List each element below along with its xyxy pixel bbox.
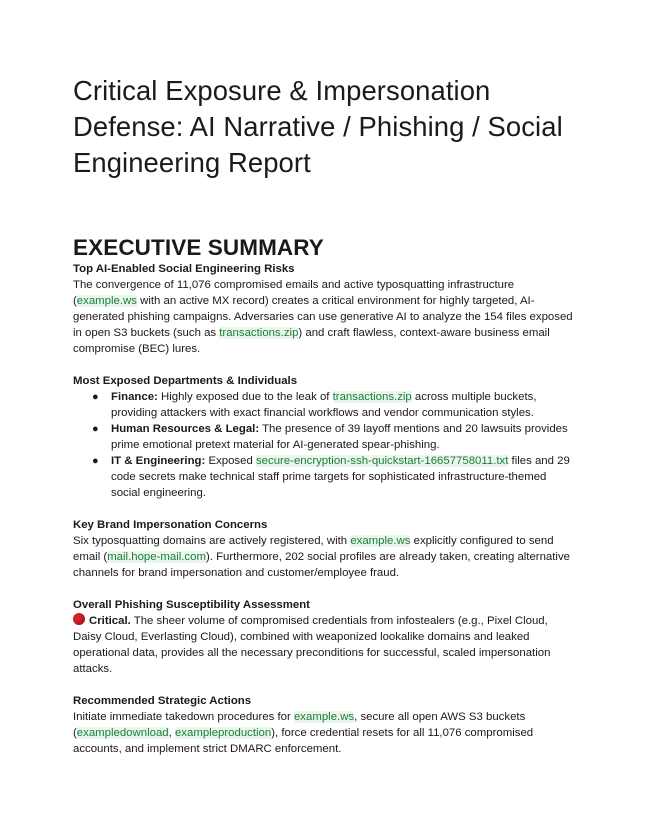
text-run: ), force credential resets for all 11,076 compromised accounts, and implement strict DMARC enforcement.	[73, 727, 534, 755]
text-run: files and 29 code secrets make technical staff prime targets for sophisticated infrastructure-themed social engineering.	[111, 455, 570, 499]
text-run: ,	[168, 727, 175, 739]
link-example-ws[interactable]: example.ws	[350, 535, 411, 547]
list-item	[73, 453, 574, 501]
link-transactions-zip[interactable]: transactions.zip	[332, 391, 412, 403]
text-run: ). Furthermore, 202 social profiles are already taken, creating alternative channels for brand impersonation and customer/employee fraud.	[73, 551, 570, 579]
risks-paragraph	[73, 277, 574, 357]
risks-heading: Top AI-Enabled Social Engineering Risks	[73, 263, 295, 275]
actions-heading: Recommended Strategic Actions	[73, 695, 252, 707]
text-run: The sheer volume of compromised credentials from infostealers (e.g., Pixel Cloud, Daisy Cloud, Everlasting Cloud), combined with weaponized lookalike domains and leaked operational data, provides all the necessary preconditions for successful, scaled impersonation attacks.	[73, 615, 551, 675]
section-brand	[73, 517, 574, 581]
section-assessment	[73, 597, 574, 677]
text-run: The convergence of 11,076 compromised emails and active typosquatting infrastructure (	[73, 279, 515, 307]
critical-rating: Critical.	[89, 615, 131, 627]
assessment-heading: Overall Phishing Susceptibility Assessment	[73, 599, 310, 611]
text-run: Initiate immediate takedown procedures for	[73, 711, 294, 723]
text-run: ) and craft flawless, context-aware business email compromise (BEC) lures.	[73, 327, 550, 355]
text-run: , secure all open AWS S3 buckets (	[73, 711, 526, 739]
list-item	[73, 389, 574, 421]
report-title: Critical Exposure & Impersonation Defense: AI Narrative / Phishing / Social Engineering Report	[73, 75, 563, 178]
executive-summary-heading: EXECUTIVE SUMMARY	[73, 235, 324, 260]
assessment-paragraph	[73, 613, 574, 677]
section-risks	[73, 261, 574, 357]
text-run: Highly exposed due to the leak of	[157, 391, 333, 403]
item-label: IT & Engineering:	[111, 455, 206, 467]
list-item	[73, 421, 574, 453]
link-example-ws[interactable]: example.ws	[293, 711, 355, 723]
link-example-ws[interactable]: example.ws	[76, 295, 137, 307]
link-mail-hope-mail[interactable]: mail.hope-mail.com	[107, 551, 206, 563]
text-run: Exposed	[205, 455, 256, 467]
item-label: Human Resources & Legal:	[111, 423, 260, 435]
text-run: with an active MX record) creates a critical environment for highly targeted, AI-generated phishing campaigns. Adversaries can use generative AI to analyze the 154 files exposed in open S3 buckets (such as	[73, 295, 573, 339]
link-exampledownload[interactable]: exampledownload	[76, 727, 169, 739]
text-run: The presence of 39 layoff mentions and 20 lawsuits provides prime emotional pretext material for AI-generated spear-phishing.	[111, 423, 568, 451]
bullet-icon: ●	[92, 391, 99, 403]
link-ssh-quickstart-file[interactable]: secure-encryption-ssh-quickstart-16657758011.txt	[255, 455, 509, 467]
departments-list	[73, 389, 574, 501]
text-run: across multiple buckets, providing attackers with exact financial workflows and vendor communication styles.	[111, 391, 537, 419]
actions-paragraph	[73, 709, 574, 757]
section-actions	[73, 693, 574, 757]
text-run: explicitly configured to send email (	[73, 535, 554, 563]
link-exampleproduction[interactable]: exampleproduction	[174, 727, 272, 739]
link-transactions-zip[interactable]: transactions.zip	[219, 327, 299, 339]
bullet-icon: ●	[92, 455, 99, 467]
brand-paragraph	[73, 533, 574, 581]
section-departments	[73, 373, 574, 501]
bullet-icon: ●	[92, 423, 99, 435]
item-label: Finance:	[111, 391, 158, 403]
red-circle-icon	[73, 613, 85, 625]
text-run: Six typosquatting domains are actively registered, with	[73, 535, 351, 547]
brand-heading: Key Brand Impersonation Concerns	[73, 519, 268, 531]
departments-heading: Most Exposed Departments & Individuals	[73, 375, 298, 387]
